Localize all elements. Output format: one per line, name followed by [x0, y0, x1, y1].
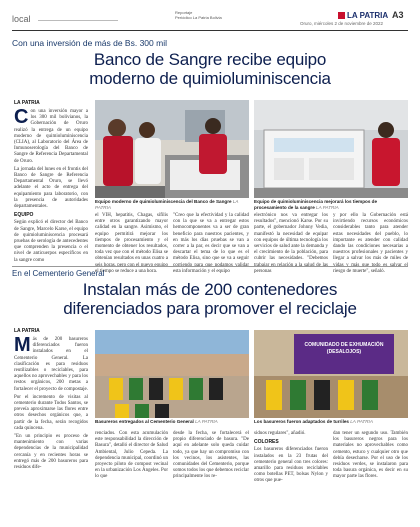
article1-photo-1: [95, 100, 249, 198]
exhumation-sign: [296, 342, 392, 356]
article2-paragraph-3: "En un principio es proceso de mantenimiento con varias dependencias de la municipalidad cercanía y en recientes horas se entregó más de 200 basureros para residuos dife-: [14, 434, 88, 471]
section-rule: [38, 20, 118, 21]
article1-column-1: [14, 106, 88, 263]
article1-paragraph-1: Con una inversión mayor a los 300 mil bolivianos, la Gobernación de Oruro realizó la entrega de un equipo moderno de quimioluminiscencia (CLIA), al Laboratorio del Área de Inmunoserología del Banco de Sangre de Referencia Departamental de Oruro.: [14, 106, 88, 164]
section-tag: local: [12, 14, 31, 24]
article1-photo-1-caption: Equipo moderno de quimioluminiscencia del Banco de Sangre LA PATRIA: [95, 199, 239, 210]
article2-column-1: [14, 334, 88, 523]
article1-column-5: y por ello la Gobernación está invirtiendo recursos económicos considerables tanto para atender estas necesidades del pueblo, lo importante es atender con calidad dando las condiciones necesarias a nuestros profesionales y pacientes y llegar a salvar los más de miles de riesgo de muerte", señaló.: [333, 213, 408, 274]
lab-equipment-image: [254, 100, 408, 198]
article1-column-3: "Creo que la efectividad y la calidad con la que se va a entregar estos hemocomponentes va a ser de gran beneficio para nuestros pacientes, y en más los días pruebas se van a correr a la par, es decir que se van a descartar el tema de lo que es el método Elisa, sino que se va a seguir esta información y el equipo: [173, 213, 249, 274]
article2-column-2: renciados. Con esta acumulación este responsabilidad la dirección de Basura", detalló el director de Salud Ambiental, Julio Cepeda. La dependencia municipal, coordinó un proyecto piloto de compost vecinal en la urbanización Los Ángeles. Por lo que: [95, 431, 168, 480]
lab-workers-image: [95, 100, 249, 198]
article1-kicker: Con una inversión de más de Bs. 300 mil: [12, 38, 167, 48]
masthead-info: [175, 10, 235, 20]
brand-name: LA PATRIA: [347, 11, 389, 20]
article2-dropcap: M: [14, 334, 31, 356]
article2-photo-2-caption: Los basureros fueron adaptados de turriles LA PATRIA: [254, 419, 373, 424]
exhumation-sign-line-2: (DESALOJOS): [326, 349, 362, 355]
cemetery-bins-image: [95, 330, 249, 418]
article1-photo-2-caption: Equipo de quimioluminiscencia mejorará los tiempos de procesamiento de la sangre LA PATRIA: [254, 199, 378, 210]
page-number: A3: [392, 10, 404, 20]
article2-column-3: desde la fecha, se fortalecerá el propio diferenciado de basura. "De aquí en adelante solo queda cuidar todo, ya que hay un compromiso con los vecinos, los asistentes, las comunidades del Cementerio, porque somos todos los que debemos reciclar principalmente los re-: [173, 431, 249, 480]
article1-subhead: EQUIPO: [14, 212, 34, 219]
article1-headline: [12, 50, 408, 88]
article2-photo-1-caption: Basureros entregados al Cementerio General LA PATRIA: [95, 419, 218, 424]
article2-kicker: En el Cementerio General: [12, 269, 105, 278]
dateline: Oruro, miércoles 2 de noviembre de 2022: [300, 21, 384, 26]
article2-column-5: dan tener un segundo uso. También los basureros negros para los materiales no aprovechables como cemento, estuco y cualquier otro que debía desecharse. Por el uso de los residuos verdes, se instalaron para toda basura orgánica, es decir en su mayor parte las flores.: [333, 431, 408, 480]
article1-headline-line-1: Banco de Sangre recibe equipo: [93, 50, 327, 69]
article1-column-2: el VIH, hepatitis, Chagas, sífilis entre otros garantizando mayor calidad en la sangre. Asimismo, el equipo permitirá mejorar los tiempos de procesamiento y el momento de obtener los resultados, toda vez que con el método Elisa se obtenían resultados en unas cuatro a el tiempo se reduce a una hora.: [95, 213, 168, 274]
article2-headline: [12, 280, 408, 318]
exhumation-sign-line-1: COMUNIDADO DE EXHUMACIÓN: [304, 342, 384, 348]
masthead-line-2: Periódico La Patria Bolivia: [175, 15, 222, 20]
masthead: [0, 0, 420, 30]
article2-paragraph-2: Por el incremento de visitas al cementerio durante Todos Santos, se preveía aproximarse las flores entre otros desechos orgánicos que, a partir de la fecha, serán recogidos cada quincena.: [14, 394, 88, 431]
article1-column-4: electrónico nos va entregar los resultados", mencionó Karse. Por su parte, el gobernador Johnny Vedia, manifestó la necesidad de equipar con equipos de última tecnología los servicios de salud ante la demanda y el crecimiento de la población, para cubrir las necesidades. "Debemos personas: [254, 213, 328, 274]
article1-paragraph-3: Según explicó el director del Banco de Sangre, Marcelo Karse, el equipo de quimioluminiscencia procesará pruebas de serología de antecedentes que comprenden la presencia o el nivel de anticuerpos específicos en la sangre como: [14, 220, 88, 263]
article2-byline: LA PATRIA: [14, 328, 40, 334]
article2-subhead: COLORES: [254, 439, 279, 446]
article1-paragraph-2: La jornada del lunes en el frontis del Banco de Sangre de Referencia Departamental Oruro, se llevó adelante el acto de entrega del equipamiento para laboratorio, con la presencia de autoridades departamentales.: [14, 166, 88, 210]
article1-photo-2: [254, 100, 408, 198]
article2-column-4: [254, 431, 328, 523]
article1-byline: LA PATRIA: [14, 100, 40, 106]
article2-photo-1: [95, 330, 249, 418]
article2-photo-2: [254, 330, 408, 418]
article1-headline-line-2: moderno de quimioluminiscencia: [89, 69, 331, 88]
top-rule: [12, 30, 408, 31]
article1-dropcap: C: [14, 106, 29, 128]
article2-column-4-paragraph-2: Los basureros diferenciados fueron instalados en la 23 frutas del cementerio general con tres colores: amarillo para residuos reciclables como botellas PET, bolsas Nylon y otros que pue-: [254, 447, 328, 484]
article-divider: [12, 266, 408, 267]
brand-logo: [338, 11, 388, 20]
masthead-line-1: Reportaje: [175, 10, 193, 15]
brand-icon: [338, 12, 345, 19]
article2-headline-line-2: diferenciados para promover el reciclaje: [63, 299, 357, 318]
article2-column-4-paragraph-1: siduos regulares", añadió.: [254, 431, 306, 436]
article2-paragraph-1: Más de 200 basureros diferenciados fueron instalados en el Cementerio General. La clasificación es para residuos reutilizables o reciclables, para aquellos no aprovechables y para los restos orgánicos, 200 metas a fortalecer el proyecto de compostaje.: [14, 334, 88, 392]
article2-headline-line-1: Instalan más de 200 contenedores: [82, 280, 338, 299]
